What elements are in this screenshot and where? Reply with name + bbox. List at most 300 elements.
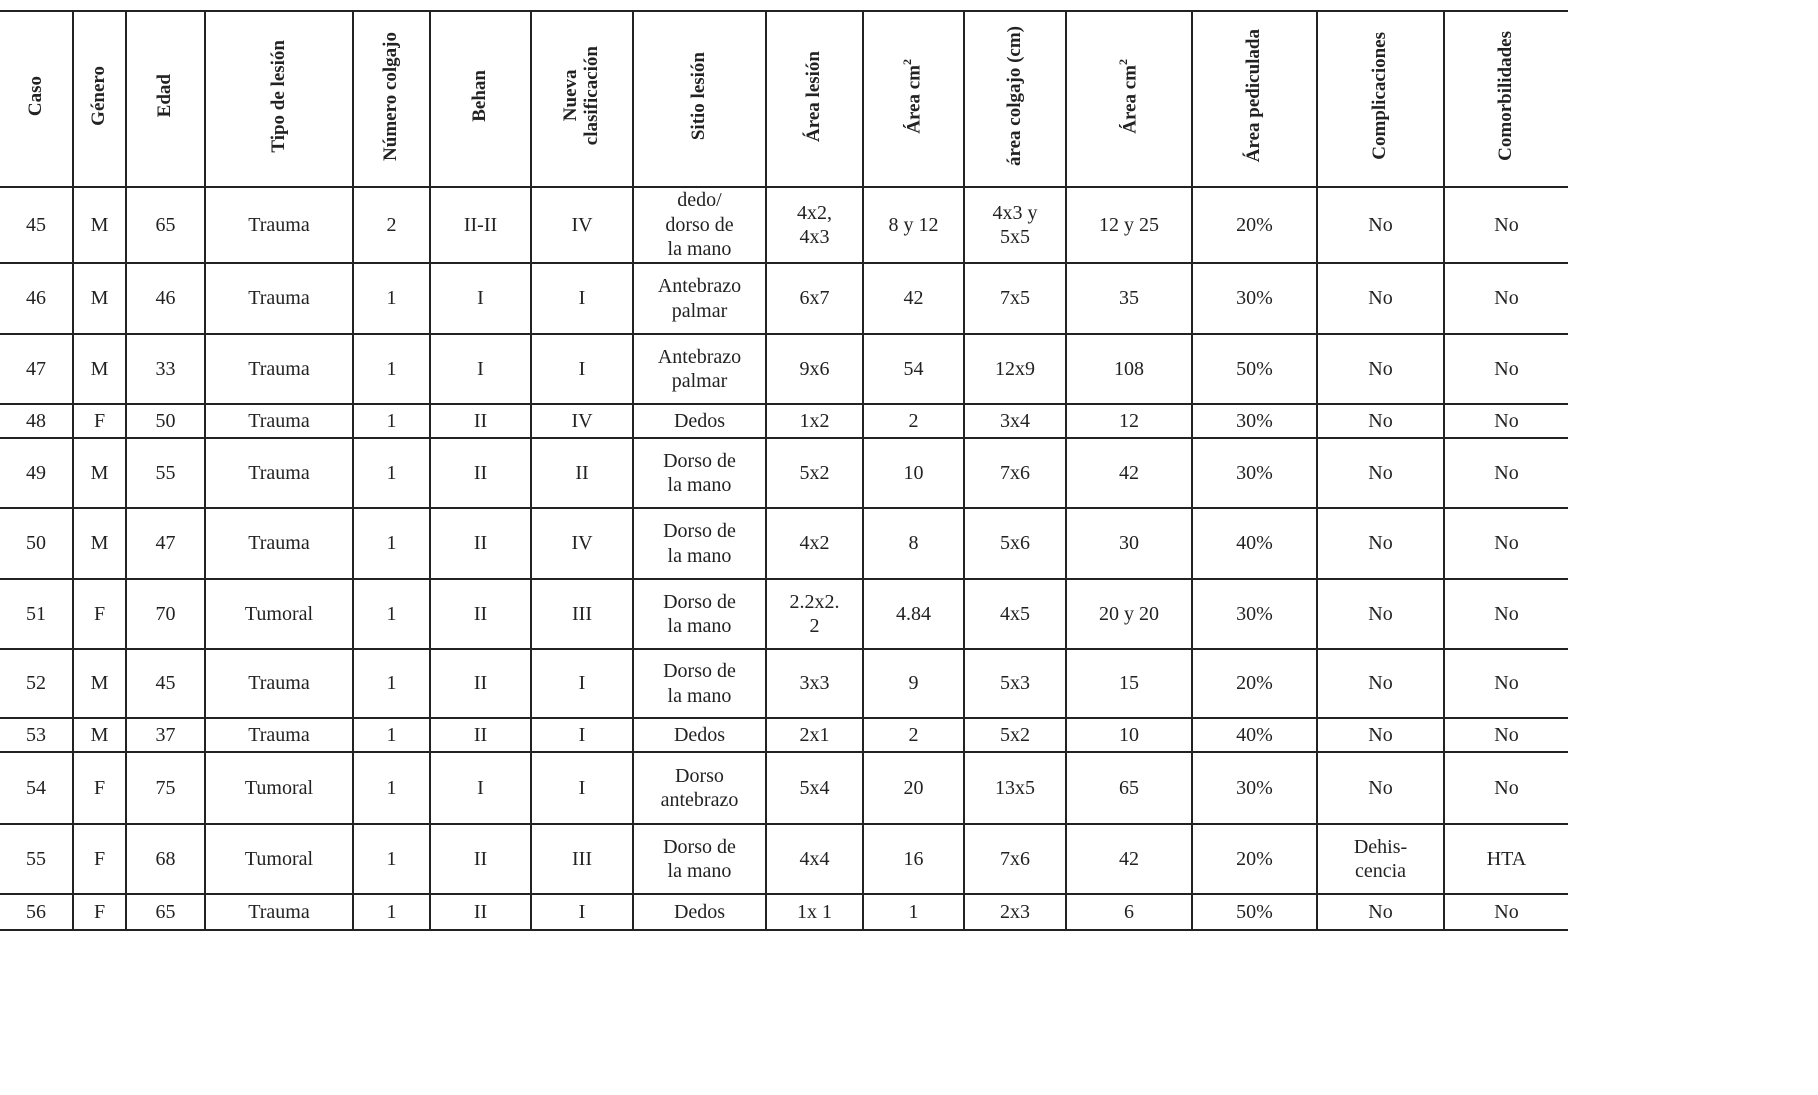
cell-text: Dorso de la mano (663, 449, 736, 496)
cell-text: 9x6 (799, 357, 830, 380)
cell-text: 20% (1236, 847, 1273, 870)
cell-area-pediculada (1192, 579, 1317, 649)
table-row (0, 508, 1568, 579)
cell-text: 54 (903, 357, 924, 380)
table-row (0, 438, 1568, 508)
cell-text: 50% (1236, 357, 1273, 380)
header-text: Género (88, 66, 110, 126)
cell-text: Trauma (248, 723, 310, 746)
header-text: Área cm (1119, 64, 1141, 134)
cell-complicaciones (1317, 718, 1444, 752)
cell-area-pediculada (1192, 263, 1317, 334)
cell-area-colgajo-cm2 (1066, 752, 1192, 824)
cell-text: F (93, 847, 106, 870)
cell-area-colgajo (964, 263, 1066, 334)
cell-area-cm2 (863, 649, 964, 718)
header-label (155, 74, 176, 117)
header-label (1244, 29, 1265, 162)
cell-area-cm2 (863, 824, 964, 894)
cell-complicaciones (1317, 894, 1444, 930)
cell-text: 1 (386, 776, 397, 799)
cell-text: Tumoral (244, 847, 314, 870)
cell-nueva-clasificacion (531, 752, 633, 824)
header-caso (0, 11, 73, 187)
cell-complicaciones (1317, 263, 1444, 334)
cell-nueva-clasificacion (531, 334, 633, 404)
cell-text: Trauma (248, 409, 310, 432)
cell-text: IV (571, 409, 593, 432)
table-row (0, 263, 1568, 334)
cell-text: 42 (903, 287, 924, 310)
cell-complicaciones (1317, 649, 1444, 718)
cell-area-pediculada (1192, 718, 1317, 752)
cell-genero (73, 579, 126, 649)
cell-edad (126, 579, 205, 649)
cell-text: 2 (386, 213, 397, 236)
cell-text: 30% (1236, 461, 1273, 484)
cell-text: No (1368, 602, 1393, 625)
cell-text: 7x6 (1000, 847, 1030, 870)
header-superscript: 2 (1115, 58, 1130, 65)
header-area-colgajo-cm2 (1066, 11, 1192, 187)
header-label (269, 40, 290, 153)
cell-complicaciones (1317, 752, 1444, 824)
cell-text: No (1494, 776, 1519, 799)
cell-text: 12 y 25 (1099, 213, 1159, 236)
cell-text: Trauma (248, 213, 310, 236)
cell-text: 65 (155, 900, 176, 923)
cell-complicaciones (1317, 508, 1444, 579)
cell-text: 7x6 (1000, 461, 1030, 484)
cell-area-colgajo (964, 334, 1066, 404)
cell-tipo-lesion (205, 752, 353, 824)
cell-tipo-lesion (205, 508, 353, 579)
cell-sitio-lesion (633, 649, 766, 718)
header-superscript: 2 (900, 58, 915, 65)
table-row (0, 404, 1568, 438)
cell-caso (0, 824, 73, 894)
cell-text: 47 (155, 532, 176, 555)
cell-text: 2x3 (1000, 900, 1030, 923)
cell-numero-colgajo (353, 894, 430, 930)
cell-text: IV (571, 213, 593, 236)
cell-text: Tumoral (244, 602, 314, 625)
cell-area-pediculada (1192, 752, 1317, 824)
cell-area-cm2 (863, 438, 964, 508)
cell-area-lesion (766, 187, 863, 263)
cell-text: 4x2 (799, 532, 830, 555)
cell-area-lesion (766, 894, 863, 930)
cell-tipo-lesion (205, 718, 353, 752)
cell-text: No (1494, 602, 1519, 625)
cell-text: II (473, 723, 488, 746)
header-row (0, 11, 1568, 187)
header-text: Behan (469, 70, 491, 122)
header-text: Tipo de lesión (267, 39, 289, 153)
table-row (0, 894, 1568, 930)
cell-text: 2 (908, 723, 919, 746)
cell-text: Dorso de la mano (663, 660, 736, 707)
cell-text: M (90, 357, 109, 380)
cell-text: F (93, 900, 106, 923)
cell-area-lesion (766, 334, 863, 404)
cell-behan (430, 404, 531, 438)
cell-text: I (578, 900, 586, 923)
cell-area-lesion (766, 579, 863, 649)
cell-caso (0, 894, 73, 930)
cell-tipo-lesion (205, 824, 353, 894)
cell-behan (430, 263, 531, 334)
cell-behan (430, 824, 531, 894)
cell-text: 108 (1114, 357, 1144, 380)
cell-area-colgajo (964, 404, 1066, 438)
cell-area-pediculada (1192, 404, 1317, 438)
cell-text: Dedos (673, 723, 726, 746)
header-tipo-lesion (205, 11, 353, 187)
cell-sitio-lesion (633, 438, 766, 508)
cell-caso (0, 438, 73, 508)
cell-text: 4x2, 4x3 (797, 201, 832, 248)
cell-area-lesion (766, 438, 863, 508)
cell-sitio-lesion (633, 752, 766, 824)
cell-text: 50 (155, 409, 176, 432)
cell-text: No (1368, 723, 1393, 746)
cell-complicaciones (1317, 187, 1444, 263)
header-nueva-clasificacion (531, 11, 633, 187)
cell-comorbilidades (1444, 404, 1568, 438)
cell-text: Trauma (248, 461, 310, 484)
cell-area-lesion (766, 752, 863, 824)
cell-caso (0, 187, 73, 263)
cell-text: 50 (26, 532, 46, 555)
cell-numero-colgajo (353, 263, 430, 334)
cell-text: II (473, 900, 488, 923)
cell-text: I (578, 776, 586, 799)
header-text: Área pediculada (1243, 29, 1265, 163)
cell-text: II (473, 602, 488, 625)
cell-genero (73, 718, 126, 752)
cell-tipo-lesion (205, 579, 353, 649)
cell-edad (126, 263, 205, 334)
cell-text: I (578, 672, 586, 695)
cell-edad (126, 649, 205, 718)
cell-text: 9 (908, 672, 919, 695)
cell-text: II (473, 461, 488, 484)
cell-numero-colgajo (353, 579, 430, 649)
cell-sitio-lesion (633, 334, 766, 404)
cell-text: 51 (26, 602, 46, 625)
cell-comorbilidades (1444, 508, 1568, 579)
header-label (89, 66, 110, 126)
cell-text: 15 (1119, 672, 1139, 695)
header-text: área colgajo (cm) (1003, 26, 1025, 166)
cell-area-pediculada (1192, 438, 1317, 508)
header-text: Comorbilidades (1495, 31, 1517, 161)
header-label (1496, 31, 1517, 161)
cell-text: 10 (1119, 723, 1139, 746)
cell-text: 30% (1236, 776, 1273, 799)
cell-text: 1 (386, 847, 397, 870)
header-label (689, 52, 710, 140)
cell-text: 45 (26, 213, 46, 236)
cell-text: Dedos (673, 409, 726, 432)
cell-text: II (473, 672, 488, 695)
cell-area-pediculada (1192, 649, 1317, 718)
cell-caso (0, 718, 73, 752)
header-label (804, 51, 825, 142)
cell-text: 1 (386, 900, 397, 923)
cell-area-colgajo-cm2 (1066, 579, 1192, 649)
cell-comorbilidades (1444, 334, 1568, 404)
cell-genero (73, 263, 126, 334)
cell-area-colgajo-cm2 (1066, 263, 1192, 334)
cell-text: No (1368, 287, 1393, 310)
cell-text: 4x3 y 5x5 (992, 201, 1038, 248)
cell-behan (430, 649, 531, 718)
cell-text: 5x4 (799, 776, 830, 799)
cell-nueva-clasificacion (531, 649, 633, 718)
cell-numero-colgajo (353, 438, 430, 508)
cell-text: 1 (386, 357, 397, 380)
cell-text: 46 (155, 287, 176, 310)
cell-area-colgajo (964, 824, 1066, 894)
cell-text: M (90, 213, 109, 236)
cell-area-colgajo (964, 718, 1066, 752)
cell-area-cm2 (863, 718, 964, 752)
cell-text: No (1368, 532, 1393, 555)
cell-text: 46 (26, 287, 46, 310)
cell-text: 68 (155, 847, 176, 870)
table-row (0, 649, 1568, 718)
cell-area-cm2 (863, 508, 964, 579)
cell-nueva-clasificacion (531, 438, 633, 508)
cell-text: Dorso antebrazo (660, 764, 739, 811)
header-label (561, 46, 603, 145)
cell-text: 49 (26, 461, 46, 484)
cell-text: Trauma (248, 532, 310, 555)
cell-caso (0, 404, 73, 438)
cell-text: Antebrazo palmar (657, 345, 742, 392)
cell-comorbilidades (1444, 187, 1568, 263)
header-label (1005, 26, 1026, 166)
cell-tipo-lesion (205, 894, 353, 930)
cell-area-pediculada (1192, 187, 1317, 263)
cell-area-colgajo-cm2 (1066, 824, 1192, 894)
table-row (0, 718, 1568, 752)
cell-area-cm2 (863, 187, 964, 263)
cell-genero (73, 894, 126, 930)
cell-text: I (477, 776, 484, 799)
cell-text: 1 (386, 409, 397, 432)
cell-text: 56 (26, 900, 46, 923)
cell-caso (0, 508, 73, 579)
header-sitio-lesion (633, 11, 766, 187)
header-numero-colgajo (353, 11, 430, 187)
cell-text: No (1494, 213, 1519, 236)
cell-text: 35 (1119, 287, 1139, 310)
cell-caso (0, 752, 73, 824)
cell-sitio-lesion (633, 894, 766, 930)
cell-comorbilidades (1444, 579, 1568, 649)
cell-numero-colgajo (353, 752, 430, 824)
header-label (470, 70, 491, 122)
cell-area-lesion (766, 824, 863, 894)
cell-numero-colgajo (353, 334, 430, 404)
cell-area-cm2 (863, 894, 964, 930)
cell-text: No (1494, 723, 1519, 746)
cell-text: 40% (1236, 723, 1273, 746)
cell-text: M (90, 532, 109, 555)
cell-text: 5x6 (1000, 532, 1030, 555)
cell-comorbilidades (1444, 752, 1568, 824)
header-comorbilidades (1444, 11, 1568, 187)
cell-text: Dehis- cencia (1353, 835, 1408, 882)
cell-text: 4.84 (896, 602, 931, 625)
cell-text: 55 (26, 847, 46, 870)
cell-text: 16 (903, 847, 924, 870)
cell-sitio-lesion (633, 263, 766, 334)
cell-genero (73, 334, 126, 404)
cell-text: III (572, 602, 592, 625)
header-label (26, 76, 47, 116)
cell-text: 1 (386, 532, 397, 555)
cell-text: 4x4 (799, 847, 830, 870)
cell-comorbilidades (1444, 263, 1568, 334)
cell-text: 4x5 (1000, 602, 1030, 625)
cell-text: No (1494, 900, 1519, 923)
cell-text: 12x9 (995, 357, 1035, 380)
header-text: Nueva clasificación (560, 46, 602, 146)
cell-area-colgajo (964, 508, 1066, 579)
cell-behan (430, 894, 531, 930)
cell-behan (430, 187, 531, 263)
table-row (0, 579, 1568, 649)
cell-nueva-clasificacion (531, 824, 633, 894)
cell-genero (73, 508, 126, 579)
cell-area-colgajo (964, 649, 1066, 718)
cell-genero (73, 438, 126, 508)
cell-text: 42 (1119, 847, 1139, 870)
cell-area-colgajo (964, 752, 1066, 824)
cell-text: 47 (26, 357, 46, 380)
cell-text: No (1494, 461, 1519, 484)
cell-area-colgajo-cm2 (1066, 438, 1192, 508)
cell-edad (126, 404, 205, 438)
cell-text: 30 (1119, 532, 1139, 555)
cell-caso (0, 334, 73, 404)
cell-numero-colgajo (353, 824, 430, 894)
cell-genero (73, 824, 126, 894)
cell-text: HTA (1486, 847, 1527, 870)
cell-area-colgajo-cm2 (1066, 649, 1192, 718)
table-row (0, 187, 1568, 263)
cell-area-pediculada (1192, 894, 1317, 930)
cell-text: Tumoral (244, 776, 314, 799)
cell-tipo-lesion (205, 404, 353, 438)
cell-sitio-lesion (633, 718, 766, 752)
cell-text: 50% (1236, 900, 1273, 923)
cell-sitio-lesion (633, 824, 766, 894)
cell-text: 30% (1236, 409, 1273, 432)
cell-genero (73, 187, 126, 263)
cell-text: II (473, 409, 488, 432)
cell-text: 45 (155, 672, 176, 695)
cell-area-lesion (766, 404, 863, 438)
cell-text: II-II (463, 213, 498, 236)
cell-sitio-lesion (633, 187, 766, 263)
cell-genero (73, 649, 126, 718)
cell-text: F (93, 776, 106, 799)
cell-text: No (1494, 357, 1519, 380)
cell-text: Dorso de la mano (663, 835, 736, 882)
cell-text: I (477, 357, 484, 380)
cell-text: 70 (155, 602, 176, 625)
cell-text: 2 (908, 409, 919, 432)
cell-text: No (1368, 776, 1393, 799)
cell-area-colgajo (964, 187, 1066, 263)
cell-area-lesion (766, 508, 863, 579)
cell-text: 6 (1124, 900, 1134, 923)
header-label (901, 59, 925, 134)
cell-edad (126, 187, 205, 263)
cell-comorbilidades (1444, 718, 1568, 752)
cell-text: 1 (386, 287, 397, 310)
cell-area-cm2 (863, 263, 964, 334)
cell-area-colgajo-cm2 (1066, 404, 1192, 438)
cell-text: I (578, 723, 586, 746)
cell-text: 1 (386, 461, 397, 484)
cell-text: 12 (1119, 409, 1139, 432)
cell-text: 1 (386, 723, 397, 746)
cell-edad (126, 334, 205, 404)
cell-complicaciones (1317, 404, 1444, 438)
cell-text: F (93, 409, 106, 432)
cell-text: 1 (908, 900, 919, 923)
cell-text: No (1368, 213, 1393, 236)
cell-nueva-clasificacion (531, 718, 633, 752)
cell-text: 20 y 20 (1099, 602, 1159, 625)
cell-text: 2x1 (799, 723, 830, 746)
cell-text: Trauma (248, 357, 310, 380)
cell-text: Trauma (248, 672, 310, 695)
cell-area-colgajo (964, 894, 1066, 930)
cell-text: 5x3 (1000, 672, 1030, 695)
cell-area-cm2 (863, 334, 964, 404)
cell-area-lesion (766, 649, 863, 718)
cell-area-colgajo-cm2 (1066, 334, 1192, 404)
cell-text: No (1494, 287, 1519, 310)
cell-text: Trauma (248, 900, 310, 923)
cell-area-colgajo (964, 438, 1066, 508)
header-text: Sitio lesión (688, 51, 710, 141)
header-area-colgajo (964, 11, 1066, 187)
cell-area-colgajo-cm2 (1066, 894, 1192, 930)
cell-complicaciones (1317, 824, 1444, 894)
cell-text: 8 y 12 (888, 213, 939, 236)
cell-text: 65 (155, 213, 176, 236)
cell-edad (126, 894, 205, 930)
cell-text: 75 (155, 776, 176, 799)
header-label (1370, 32, 1391, 160)
cell-text: No (1494, 672, 1519, 695)
cell-behan (430, 508, 531, 579)
cell-nueva-clasificacion (531, 404, 633, 438)
cell-text: No (1368, 900, 1393, 923)
cell-text: Dorso de la mano (663, 520, 736, 567)
cell-text: 6x7 (799, 287, 830, 310)
cell-text: 42 (1119, 461, 1139, 484)
cell-text: I (578, 287, 586, 310)
